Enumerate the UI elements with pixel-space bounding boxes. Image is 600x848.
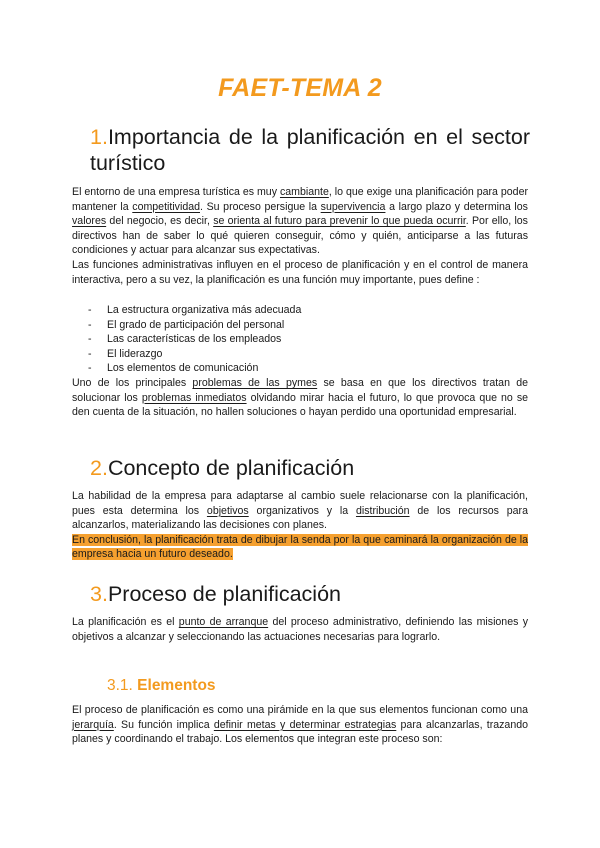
text-run: se basa en que los directivos tratan de solucionar los — [72, 377, 528, 404]
section-1-number: 1. — [90, 125, 108, 149]
section-1-heading — [90, 124, 530, 176]
text-run: La planificación es el — [72, 616, 179, 628]
text-run: La habilidad de la empresa para adaptarse al cambio suele relacionarse con la planificación, pues esta determina los — [72, 490, 528, 517]
text-run: de los recursos para alcanzarlos, materializando las decisiones con planes. — [72, 504, 528, 532]
underlined-term: se orienta al futuro para prevenir lo que pueda ocurrir — [213, 215, 466, 228]
section-1-heading-text: Importancia de la planificación en el sector turístico — [90, 125, 530, 175]
text-run: a largo plazo y determina los — [385, 200, 528, 213]
underlined-term: problemas inmediatos — [141, 391, 247, 404]
underlined-term: cambiante — [279, 186, 329, 198]
section-1-paragraph-2: Las funciones administrativas influyen en el proceso de planificación y en el control de manera interactiva, pero a su vez, la planificación es una función muy importante, pues define : — [72, 258, 528, 286]
text-run: El entorno de una empresa turística es muy — [72, 186, 280, 198]
underlined-term: definir metas y determinar estrategias — [213, 718, 397, 731]
text-run: . Por ello, los directivos han de saber lo qué quieren conseguir, cómo y quién, anticiparse a las futuras condiciones y actuar para alcanzar sus expectativas. — [72, 215, 528, 257]
document-title: FAET-TEMA 2 — [218, 74, 382, 102]
list-item: - El liderazgo — [88, 347, 528, 362]
text-run: El proceso de planificación es como una pirámide en la que sus elementos funcionan como una — [72, 704, 528, 716]
list-item: - Las características de los empleados — [88, 332, 528, 347]
subsection-number: 3.1. — [107, 677, 133, 694]
underlined-term: objetivos — [206, 504, 249, 517]
list-item: - El grado de participación del personal — [88, 318, 528, 333]
section-2-paragraph-1 — [72, 489, 528, 562]
section-1-list — [88, 303, 528, 376]
underlined-term: valores — [72, 215, 107, 228]
list-item: - La estructura organizativa más adecuada — [88, 303, 528, 318]
section-2-heading-text: Concepto de planificación — [107, 456, 355, 480]
subsection-3-1-paragraph — [72, 703, 528, 747]
underlined-term: distribución — [355, 504, 410, 517]
section-2-number: 2. — [90, 456, 108, 480]
section-3-heading-text: Proceso de planificación — [107, 582, 341, 606]
text-run: del negocio, es decir, — [106, 215, 214, 228]
underlined-term: jerarquía — [72, 718, 114, 731]
section-3-heading — [90, 581, 530, 607]
text-run: . Su proceso persigue la — [200, 200, 321, 213]
subsection-3-1-heading — [107, 677, 216, 695]
highlighted-conclusion: En conclusión, la planificación trata de dibujar la senda por la que caminará la organización de la empresa hacia un futuro deseado. — [72, 533, 528, 561]
text-run: Uno de los principales — [72, 377, 193, 389]
section-1-paragraph-3 — [72, 376, 528, 420]
underlined-term: punto de arranque — [178, 616, 269, 628]
underlined-term: competitividad — [132, 200, 200, 213]
section-1-paragraph-1 — [72, 185, 528, 287]
text-run: para alcanzarlas, trazando planes y coordinando el trabajo. Los elementos que integran este proceso son: — [72, 718, 528, 746]
text-run: organizativos y la — [248, 504, 356, 517]
section-3-paragraph-1 — [72, 615, 528, 644]
text-run: del proceso administrativo, definiendo las misiones y objetivos a alcanzar y seleccionando las actuaciones necesarias para lograrlo. — [72, 616, 529, 643]
section-2-heading — [90, 455, 530, 481]
text-run: . Su función implica — [113, 718, 214, 731]
underlined-term: supervivencia — [320, 200, 386, 213]
text-run: olvidando mirar hacia el futuro, lo que provoca que no se den cuenta de la situación, no hallen soluciones o hayan perdido una oportunidad empresarial. — [72, 391, 529, 419]
subsection-heading-text: Elementos — [137, 677, 216, 694]
list-item: - Los elementos de comunicación — [88, 361, 528, 376]
section-3-number: 3. — [90, 582, 108, 606]
text-run: , lo que exige una planificación para poder mantener la — [72, 186, 528, 213]
underlined-term: problemas de las pymes — [192, 377, 318, 389]
